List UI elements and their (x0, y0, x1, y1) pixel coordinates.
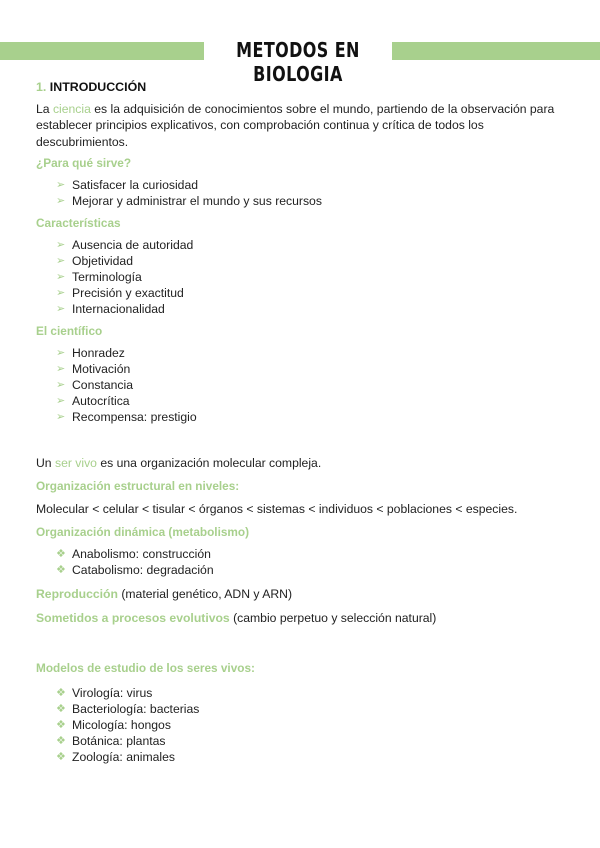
list-item (56, 361, 576, 377)
list-item (56, 285, 576, 301)
diamond-bullet-icon: ❖ (56, 564, 66, 577)
arrow-bullet-icon: ➢ (56, 239, 66, 252)
reproduccion-heading: Reproducción (36, 587, 118, 602)
evolutivos-line (36, 610, 576, 626)
list-item (56, 177, 576, 193)
arrow-bullet-icon: ➢ (56, 395, 66, 408)
cientifico-heading: El científico (36, 324, 103, 339)
para-que-list (36, 177, 576, 209)
list-item-text: Honradez (72, 346, 125, 361)
org-estructural-text: Molecular < celular < tisular < órganos < sistemas < individuos < poblaciones < especies. (36, 501, 518, 516)
caracteristicas-list (36, 237, 576, 317)
section-heading (36, 80, 576, 94)
caracteristicas-heading: Características (36, 216, 121, 231)
list-item (56, 685, 576, 701)
diamond-bullet-icon: ❖ (56, 702, 66, 715)
ser-vivo-paragraph (36, 455, 576, 471)
org-estructural-heading: Organización estructural en niveles: (36, 478, 240, 493)
ser-vivo-highlight: ser vivo (54, 456, 97, 471)
page-title: METODOS EN BIOLOGIA (236, 38, 360, 86)
arrow-bullet-icon: ➢ (56, 379, 66, 392)
section-number: 1. (36, 80, 47, 94)
list-item-text: Micología: hongos (72, 717, 171, 732)
intro-highlight: ciencia (52, 102, 91, 116)
arrow-bullet-icon: ➢ (56, 179, 66, 192)
diamond-bullet-icon: ❖ (56, 734, 66, 747)
list-item (56, 377, 576, 393)
list-item (56, 717, 576, 733)
list-item (56, 546, 576, 562)
list-item (56, 193, 576, 209)
list-item-text: Internacionalidad (72, 302, 165, 317)
modelos-heading: Modelos de estudio de los seres vivos: (36, 660, 255, 675)
title-bar-left (0, 42, 204, 60)
list-item (56, 237, 576, 253)
diamond-bullet-icon: ❖ (56, 718, 66, 731)
arrow-bullet-icon: ➢ (56, 303, 66, 316)
list-item-text: Recompensa: prestigio (72, 410, 197, 425)
reproduccion-text: (material genético, ADN y ARN) (117, 587, 293, 602)
list-item-text: Terminología (72, 270, 142, 285)
org-dinamica-list (36, 546, 576, 578)
evolutivos-text: (cambio perpetuo y selección natural) (229, 611, 437, 626)
list-item (56, 269, 576, 285)
title-bar-right (392, 42, 600, 60)
intro-pre: La (36, 102, 53, 116)
list-item-text: Ausencia de autoridad (72, 238, 194, 253)
list-item (56, 749, 576, 765)
list-item-text: Virología: virus (72, 685, 153, 700)
reproduccion-line (36, 586, 576, 602)
list-item-text: Anabolismo: construcción (72, 547, 211, 562)
list-item (56, 562, 576, 578)
list-item-text: Motivación (72, 362, 131, 377)
arrow-bullet-icon: ➢ (56, 271, 66, 284)
list-item-text: Constancia (72, 378, 133, 393)
list-item (56, 345, 576, 361)
list-item-text: Satisfacer la curiosidad (72, 178, 198, 193)
list-item-text: Mejorar y administrar el mundo y sus recursos (72, 194, 322, 209)
list-item (56, 733, 576, 749)
arrow-bullet-icon: ➢ (56, 255, 66, 268)
title-banner (0, 38, 600, 86)
arrow-bullet-icon: ➢ (56, 363, 66, 376)
modelos-list (36, 685, 576, 765)
list-item-text: Zoología: animales (72, 749, 175, 764)
arrow-bullet-icon: ➢ (56, 287, 66, 300)
list-item-text: Catabolismo: degradación (72, 563, 214, 578)
ser-vivo-post: es una organización molecular compleja. (96, 456, 322, 471)
diamond-bullet-icon: ❖ (56, 686, 66, 699)
org-dinamica-heading: Organización dinámica (metabolismo) (36, 525, 250, 540)
list-item-text: Bacteriología: bacterias (72, 701, 200, 716)
evolutivos-heading: Sometidos a procesos evolutivos (36, 611, 230, 626)
intro-paragraph (36, 101, 576, 150)
list-item-text: Autocrítica (72, 394, 130, 409)
list-item-text: Botánica: plantas (72, 733, 166, 748)
section-title: INTRODUCCIÓN (49, 80, 147, 94)
arrow-bullet-icon: ➢ (56, 347, 66, 360)
list-item (56, 409, 576, 425)
arrow-bullet-icon: ➢ (56, 195, 66, 208)
ser-vivo-pre: Un (36, 456, 55, 471)
arrow-bullet-icon: ➢ (56, 411, 66, 424)
document-body (36, 80, 576, 765)
diamond-bullet-icon: ❖ (56, 548, 66, 561)
list-item-text: Objetividad (72, 254, 133, 269)
diamond-bullet-icon: ❖ (56, 750, 66, 763)
list-item (56, 253, 576, 269)
intro-post: es la adquisición de conocimientos sobre el mundo, partiendo de la observación para establecer principios explicativos, con comprobación continua y crítica de todos los descubrimientos. (36, 102, 555, 149)
list-item (56, 301, 576, 317)
list-item (56, 701, 576, 717)
para-que-heading: ¿Para qué sirve? (36, 156, 132, 171)
list-item (56, 393, 576, 409)
cientifico-list (36, 345, 576, 425)
list-item-text: Precisión y exactitud (72, 286, 184, 301)
